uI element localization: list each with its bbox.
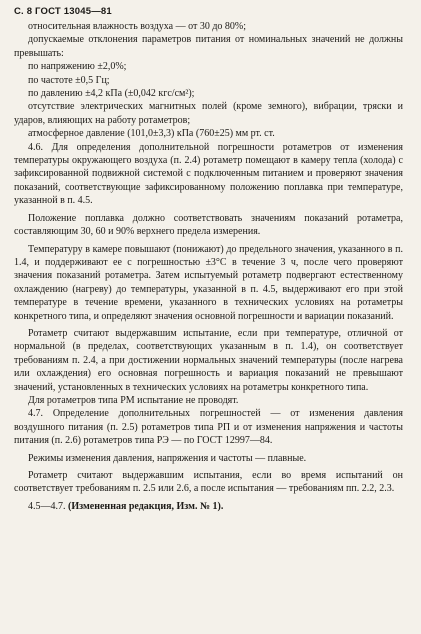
amendment-note (14, 500, 403, 513)
paragraph: Режимы изменения давления, напряжения и частоты — плавные. (28, 452, 307, 464)
paragraph: относительная влажность воздуха — от 30 до 80%; (28, 21, 247, 32)
paragraph: Температуру в камере повышают (понижают) до предельного значения, указанного в п. 1.4, и поддерживают ее с погрешностью ±3°С в течение 3 ч, после чего проверяют значения показаний ротаметра. Затем испытуемый ротаметр подвергают естественному охлаждению (нагреву) до температуры, указанной в п. 4.5, выдерживают его при этой температуре в течение времени, указанного в технических условиях на ротаметры конкретного типа, и определяют значения основной погрешности и вариации показаний. (14, 243, 403, 322)
paragraph: Ротаметр считают выдержавшим испытание, если при температуре, отличной от нормальной (в пределах, соответствующих указанным в п. 1.4), он соответствует требованиям п. 2.4, а при достижении нормальных значений температуры (после нагрева или охлаждения) его основная погрешность и вариация показаний не превышают значений, установленных в технических условиях на ротаметры конкретного типа. (14, 327, 403, 393)
amendment-text: (Измененная редакция, Изм. № 1). (68, 500, 224, 512)
paragraph: 4.6. Для определения дополнительной погрешности ротаметров от изменения температуры окружающего воздуха (п. 2.4) ротаметр помещают в камеру тепла (холода) с зафиксированной подвижной системой с подключенным питанием и проверяют значения показаний, соответствующие зафиксированному положению поплавка при температуре, указанной в п. 4.5. (14, 141, 403, 207)
paragraph: Ротаметр считают выдержавшим испытания, если во время испытаний он соответствует требованиям п. 2.5 или 2.6, а после испытания — требованиям пп. 2.2, 2.3. (14, 470, 403, 495)
paragraph: атмосферное давление (101,0±3,3) кПа (760±25) мм рт. ст. (28, 128, 275, 140)
paragraph: по напряжению ±2,0%; (28, 61, 127, 73)
paragraph: допускаемые отклонения параметров питания от номинальных значений не должны превышать: (14, 34, 403, 59)
document-body (14, 20, 403, 513)
page-header: С. 8 ГОСТ 13045—81 (14, 6, 112, 17)
paragraph: отсутствие электрических магнитных полей (кроме земного), вибрации, тряски и ударов, влияющих на работу ротаметров; (14, 101, 403, 126)
paragraph: по давлению ±4,2 кПа (±0,042 кгс/см²); (28, 88, 195, 100)
paragraph: по частоте ±0,5 Гц; (28, 74, 110, 86)
paragraph: Положение поплавка должно соответствовать значениям показаний ротаметра, составляющим 30, 60 и 90% верхнего предела измерения. (14, 212, 403, 238)
amendment-ref: 4.5—4.7. (28, 500, 66, 512)
paragraph: 4.7. Определение дополнительных погрешностей — от изменения давления воздушного питания (п. 2.5) ротаметров типа РП и от изменения напряжения и частоты питания (п. 2.6) ротаметров типа РЭ — по ГОСТ 12997—84. (14, 408, 403, 447)
paragraph: Для ротаметров типа РМ испытание не проводят. (28, 394, 239, 406)
